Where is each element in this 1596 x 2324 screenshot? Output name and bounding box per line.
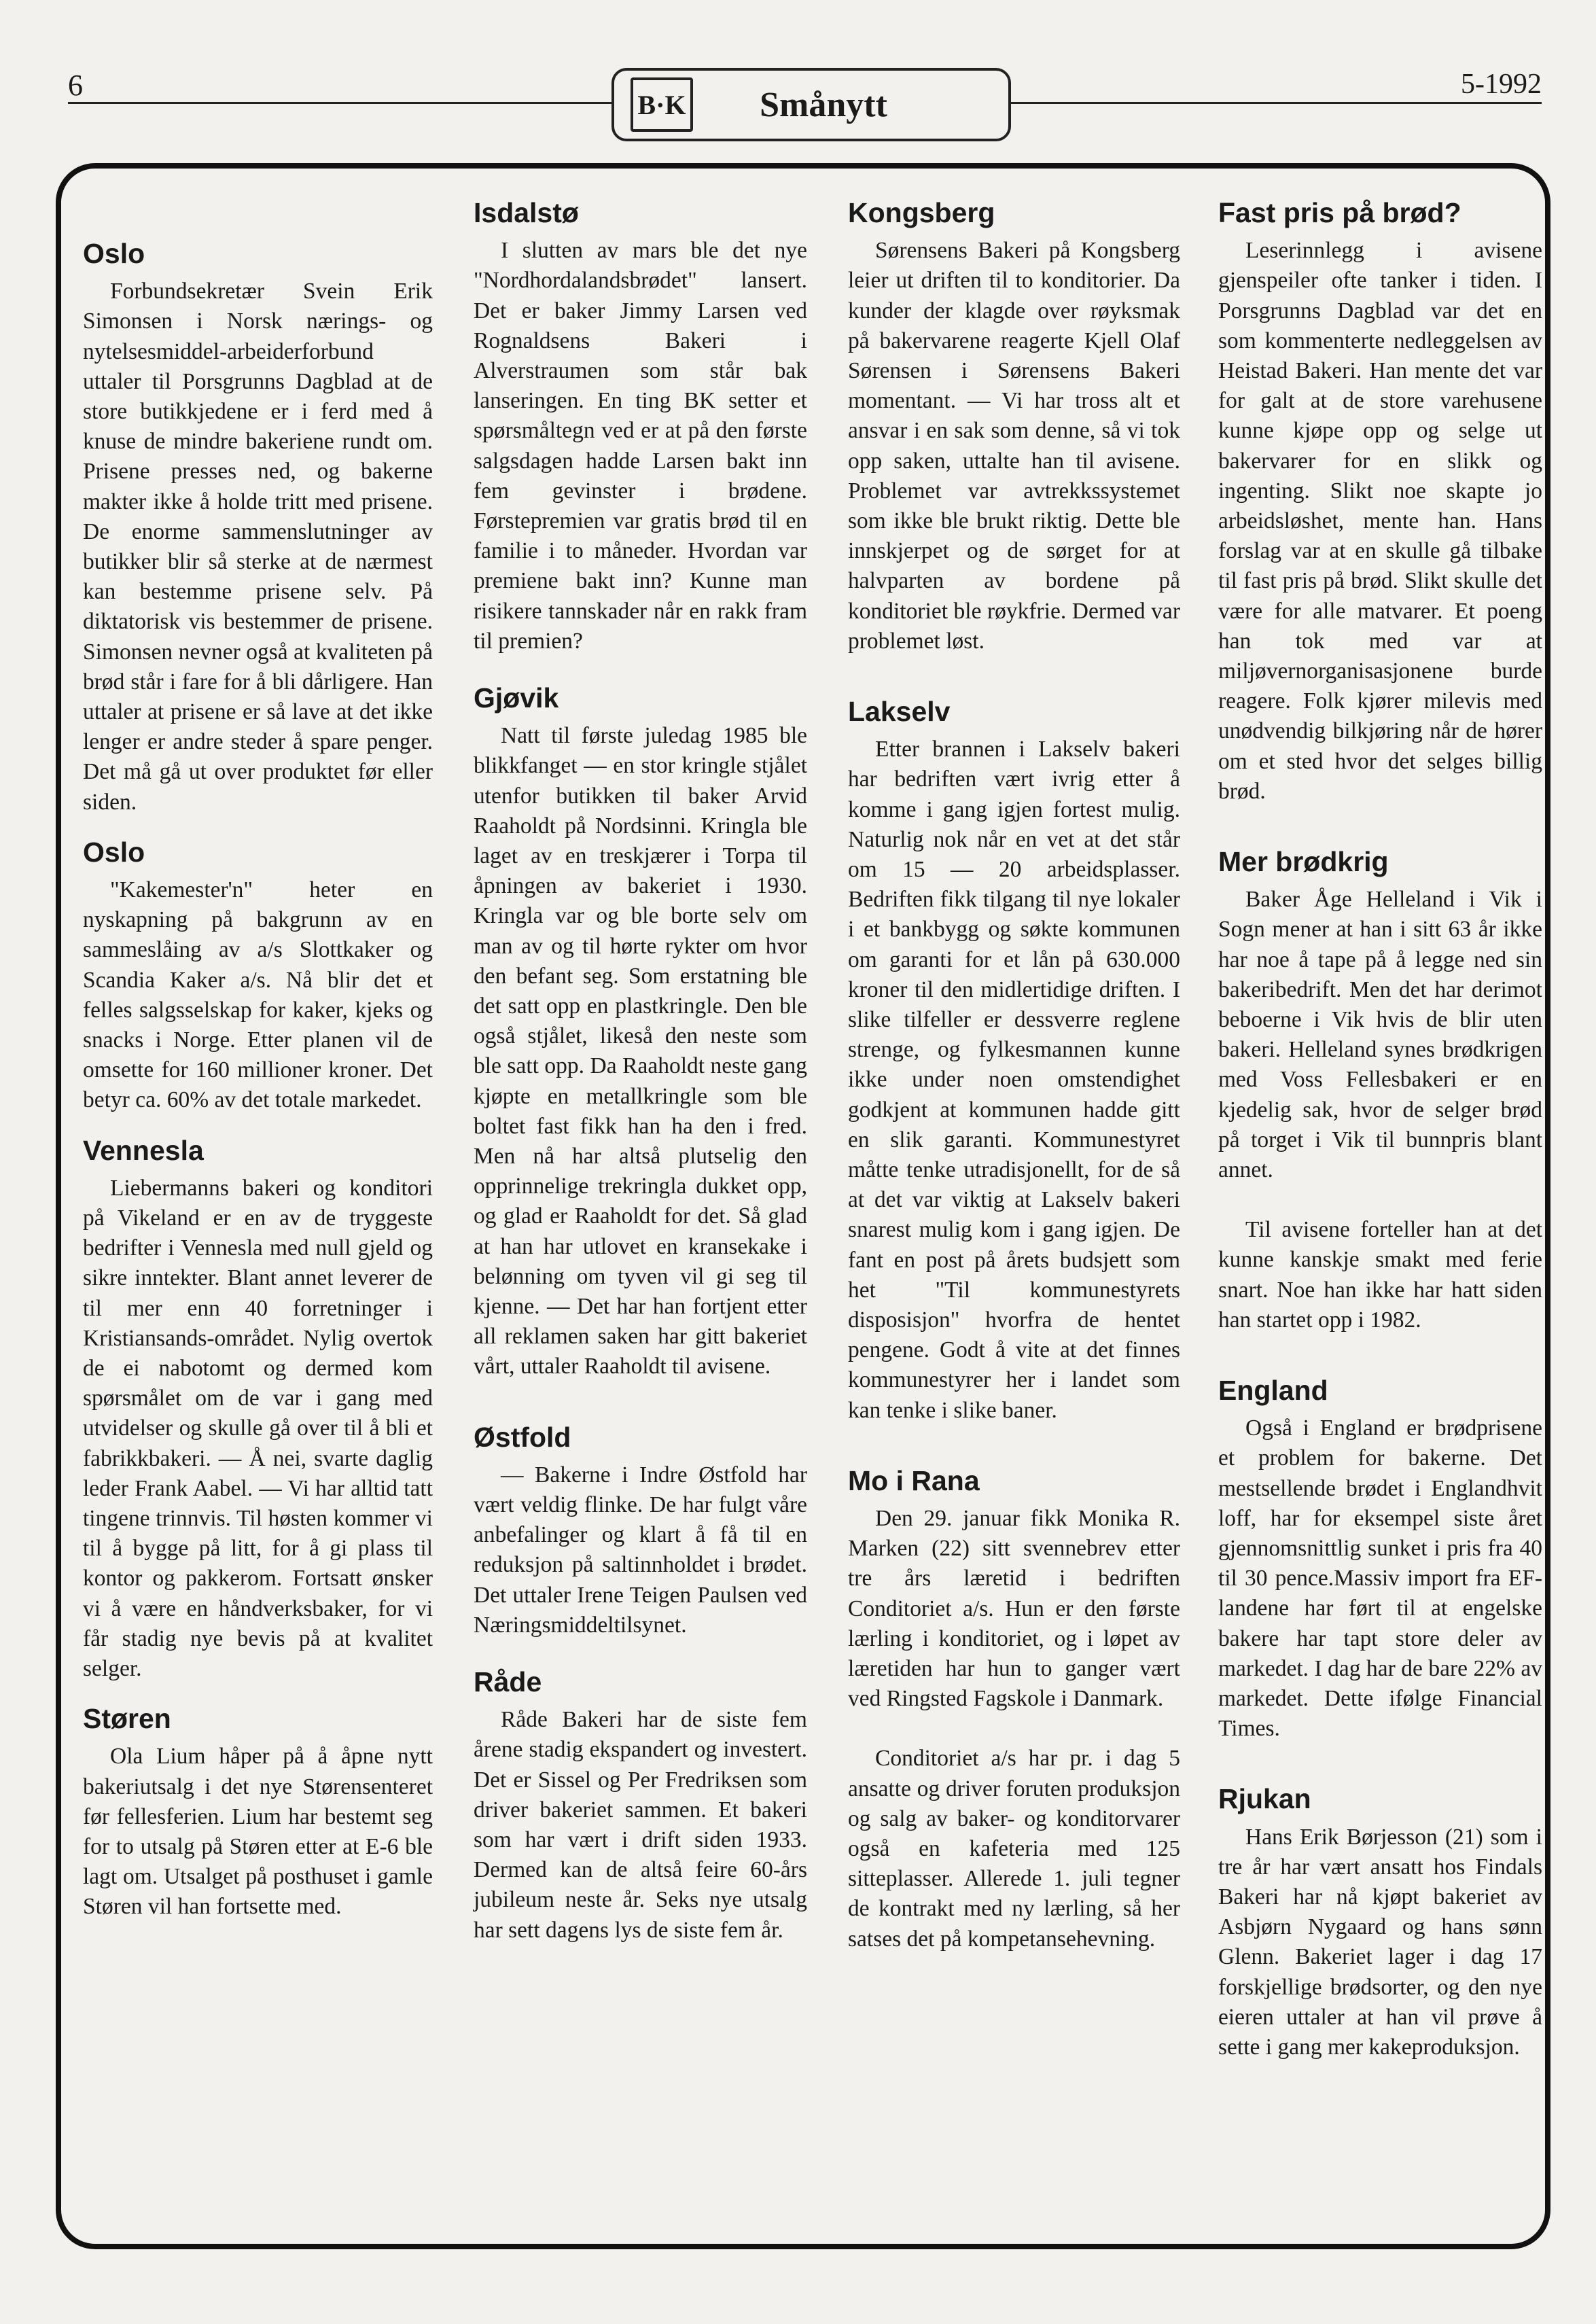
article-body: Den 29. januar fikk Monika R. Marken (22) sitt svennebrev etter tre års læretid i bedriften Conditoriet a/s. Hun er den første lærling i konditoriet, og i løpet av læretiden har hun to ganger vært ved Ringsted Fagskole i Danmark. (848, 1505, 1180, 1712)
article-heading: Støren (83, 1703, 171, 1735)
article-body: Etter brannen i Lakselv bakeri har bedriften vært ivrig etter å komme i gang igjen fortest mulig. Naturlig nok når en vet at det står om 15 — 20 arbeidsplasser. Bedriften fikk tilgang til nye lokaler i et bankbygg og søkte kommunen om garanti for et lån på 630.000 kroner til den midlertidige driften. I slike tilfeller er dessverre reglene strenge, og fylkesmannen kunne ikke under noen omstendighet godkjent at kommunen hadde gitt en slik garanti. Kommunestyret måtte tenke utradisjonellt, for de så at det var viktig at Lakselv bakeri snarest mulig kom i gang igjen. De fant en post på årets budsjett som het "Til kommunestyrets disposisjon" hvorfra de hentet pengene. Godt å vite at det finnes kommunestyrer her i landet som kan tenke i slike baner. (848, 737, 1180, 1423)
article-rjukan (1218, 1783, 1542, 2062)
section-masthead (611, 68, 1011, 141)
article-body: Sørensens Bakeri på Kongsberg leier ut driften til to konditorier. Da kunder der klagde over røyksmak på bakervarene reagerte Kjell Olaf Sørensen i Sørensens Bakeri momentant. — Vi har tross alt et ansvar i en sak som denne, så vi tok opp saken, uttalte han til avisene. Problemet var avtrekkssystemet som ikke ble brukt riktig. Dette ble innskjerpet og de sørget for at halvparten av bordene på konditoriet ble røykfrie. Dermed var problemet løst. (848, 238, 1180, 654)
bk-logo: B·K (631, 77, 693, 132)
article-fast-pris (1218, 197, 1542, 807)
article-rade (474, 1666, 807, 1946)
article-heading: Isdalstø (474, 197, 579, 228)
article-heading: Østfold (474, 1421, 571, 1453)
article-heading: Mer brødkrig (1218, 846, 1389, 877)
article-body: Råde Bakeri har de siste fem årene stadig ekspandert og investert. Det er Sissel og Per Fredriksen som driver bakeriet sammen. Et bakeri som har vært i drift siden 1933. Dermed kan de altså feire 60-års jubileum neste år. Seks nye utsalg har sett dagens lys de siste fem år. (474, 1707, 807, 1943)
article-mo-i-rana (848, 1465, 1180, 1954)
column-3 (822, 197, 1192, 2236)
article-body: Også i England er brødprisene et problem for bakerne. Det mestsellende brødet i Englandhvit loff, har for eksempel siste året gjennomsnittlig sunket i pris fra 40 til 30 pence.Massiv import fra EF-landene har ført til at engelske bakere har tapt store deler av markedet. I dag har de bare 22% av markedet. Dette ifølge Financial Times. (1218, 1415, 1542, 1742)
article-heading: Mo i Rana (848, 1464, 980, 1496)
article-storen (83, 1703, 433, 1922)
article-body: Forbundsekretær Svein Erik Simonsen i Norsk nærings- og nytelsesmiddel-arbeiderforbund uttaler til Porsgrunns Dagblad at de store butikkjedene er i ferd med å knuse de mindre bakeriene rundt om. Prisene presses ned, og bakerne makter ikke å holde tritt med prisene. De enorme sammenslutninger av butikker blir så sterke at de nærmest kan bestemme prisene selv. På diktatorisk vis bestemmer de prisene. Simonsen nevner også at kvaliteten på brød står i fare for å bli dårligere. Han uttaler at prisene er så lave at det ikke lenger er andre steder å spare penger. Det må gå ut over produktet før eller siden. (83, 279, 433, 815)
page-header (0, 0, 1596, 163)
issue-number: 5-1992 (1461, 69, 1542, 100)
article-heading: Gjøvik (474, 682, 559, 714)
article-body: Leserinnlegg i avisene gjenspeiler ofte tanker i tiden. I Porsgrunns Dagblad var det en som kommenterte nedleggelsen av Heistad Bakeri. Han mente det var for galt at de store varehusene kunne kjøpe opp og selge ut bakervarer for en slikk og ingenting. Slikt noe skapte jo arbeidsløshet, mente han. Hans forslag var at en skulle gå tilbake til fast pris på brød. Slikt skulle det være for alle matvarer. Et poeng han tok med var at miljøvernorganisasjonene burde reagere. Folk kjører milevis med unødvendig bilkjøring når de hører om et sted hvor det selges billig brød. (1218, 238, 1542, 804)
article-heading: Oslo (83, 836, 145, 868)
page-number: 6 (68, 69, 83, 102)
article-heading: Lakselv (848, 695, 951, 727)
article-england (1218, 1375, 1542, 1744)
article-heading: Fast pris på brød? (1218, 197, 1461, 228)
article-oslo-2 (83, 837, 433, 1116)
article-vennesla (83, 1135, 433, 1685)
column-1 (75, 197, 452, 2236)
article-mer-brodkrig (1218, 846, 1542, 1335)
column-4 (1192, 197, 1542, 2236)
article-body: Til avisene forteller han at det kunne kanskje smakt med ferie snart. Noe han ikke har hatt siden han startet opp i 1982. (1218, 1217, 1542, 1333)
article-isdalsto (474, 197, 807, 656)
article-body: I slutten av mars ble det nye "Nordhordalandsbrødet" lansert. Det er baker Jimmy Larsen ved Rognaldsens Bakeri i Alverstraumen som står bak lanseringen. En ting BK setter et spørsmåltegn ved er at på den første salgsdagen hadde Larsen bakt inn fem gevinster i brødene. Førstepremien var gratis brød til en familie i to måneder. Hvordan var premiene bakt inn? Kunne man risikere tannskader når en rakk fram til premien? (474, 238, 807, 654)
article-heading: Råde (474, 1666, 542, 1697)
article-body: Baker Åge Helleland i Vik i Sogn mener at han i sitt 63 år ikke har noe å tape på å legge ned sin bakeribedrift. Men det har derimot beboerne i Vik hvis de blir uten bakeri. Helleland synes brødkrigen med Voss Fellesbakeri er en kjedelig sak, hvor de selger brød på torget i Vik til bunnpris blant annet. (1218, 887, 1542, 1182)
article-kongsberg (848, 197, 1180, 656)
article-ostfold (474, 1422, 807, 1640)
article-body: Hans Erik Børjesson (21) som i tre år har vært ansatt hos Findals Bakeri har nå kjøpt bakeriet av Asbjørn Nygaard og hans sønn Glenn. Bakeriet lager i dag 17 forskjellige brødsorter, og den nye eieren uttaler at han vil prøve å sette i gang mer kakeproduksjon. (1218, 1824, 1542, 2060)
article-heading: Oslo (83, 238, 145, 269)
article-lakselv (848, 696, 1180, 1426)
article-body: "Kakemester'n" heter en nyskapning på bakgrunn av en sammeslåing av a/s Slottkaker og Scandia Kaker a/s. Nå blir det et felles salgsselskap for kaker, kjeks og snacks i Norge. Etter planen vil de omsette for 160 millioner kroner. Det betyr ca. 60% av det totale markedet. (83, 877, 433, 1113)
column-2 (452, 197, 822, 2236)
article-body: Natt til første juledag 1985 ble blikkfanget — en stor kringle stjålet utenfor butikken til baker Arvid Raaholdt på Nordsinni. Kringla ble laget av en treskjærer i Torpa til åpningen av bakeriet i 1930. Kringla var og ble borte selv om man av og til hørte rykter om hvor den befant seg. Som erstatning ble det satt opp en plastkringle. Den ble også stjålet, likeså den neste som ble satt opp. Da Raaholdt neste gang kjøpte en metallkringle som ble boltet fast fikk han ha den i fred. Men nå har altså plutselig den opprinnelige trekringla dukket opp, og glad er Raaholdt for det. Så glad at han har utlovet en kransekake i belønning om tyven vil gi seg til kjenne. — Det har han fortjent etter all reklamen saken har gitt bakeriet vårt, uttaler Raaholdt til avisene. (474, 723, 807, 1379)
article-heading: Vennesla (83, 1134, 204, 1166)
article-heading: Kongsberg (848, 197, 995, 228)
article-body: Conditoriet a/s har pr. i dag 5 ansatte og driver foruten produksjon og salg av baker- og konditorvarer også en kafeteria med 125 sitteplasser. Allerede 1. juli tegner de kontrakt med ny lærling, så her satses det på kompetansehevning. (848, 1746, 1180, 1952)
article-body: Ola Lium håper på å åpne nytt bakeriutsalg i det nye Størensenteret før fellesferien. Lium har bestemt seg for to utsalg på Støren etter at E-6 ble lagt om. Utsalget på posthuset i gamle Støren vil han fortsette med. (83, 1744, 433, 1920)
article-gjovik (474, 682, 807, 1382)
article-body: Liebermanns bakeri og konditori på Vikeland er en av de tryggeste bedrifter i Vennesla med null gjeld og sikre inntekter. Blant annet leverer de til mer enn 40 forretninger i Kristiansands-området. Nylig overtok de ei nabotomt og dermed kom spørsmålet om de var i gang med utvidelser og skulle gå over til å bli et fabrikkbakeri. — Å nei, svarte daglig leder Frank Aabel. — Vi har alltid tatt tingene trinnvis. Til høsten kommer vi til å bygge på litt, for å gi plass til kontor og pakkerom. Fortsatt ønsker vi å være en håndverksbaker, for vi får stadig nye bevis på at kvalitet selger. (83, 1175, 433, 1681)
article-body: — Bakerne i Indre Østfold har vært veldig flinke. De har fulgt våre anbefalinger og klart å få til en reduksjon på saltinnholdet i brødet. Det uttaler Irene Teigen Paulsen ved Næringsmiddeltilsynet. (474, 1462, 807, 1638)
article-heading: Rjukan (1218, 1783, 1311, 1815)
article-oslo-1 (83, 238, 433, 817)
article-heading: England (1218, 1374, 1328, 1406)
news-columns (75, 197, 1542, 2236)
section-title: Smånytt (760, 85, 887, 124)
